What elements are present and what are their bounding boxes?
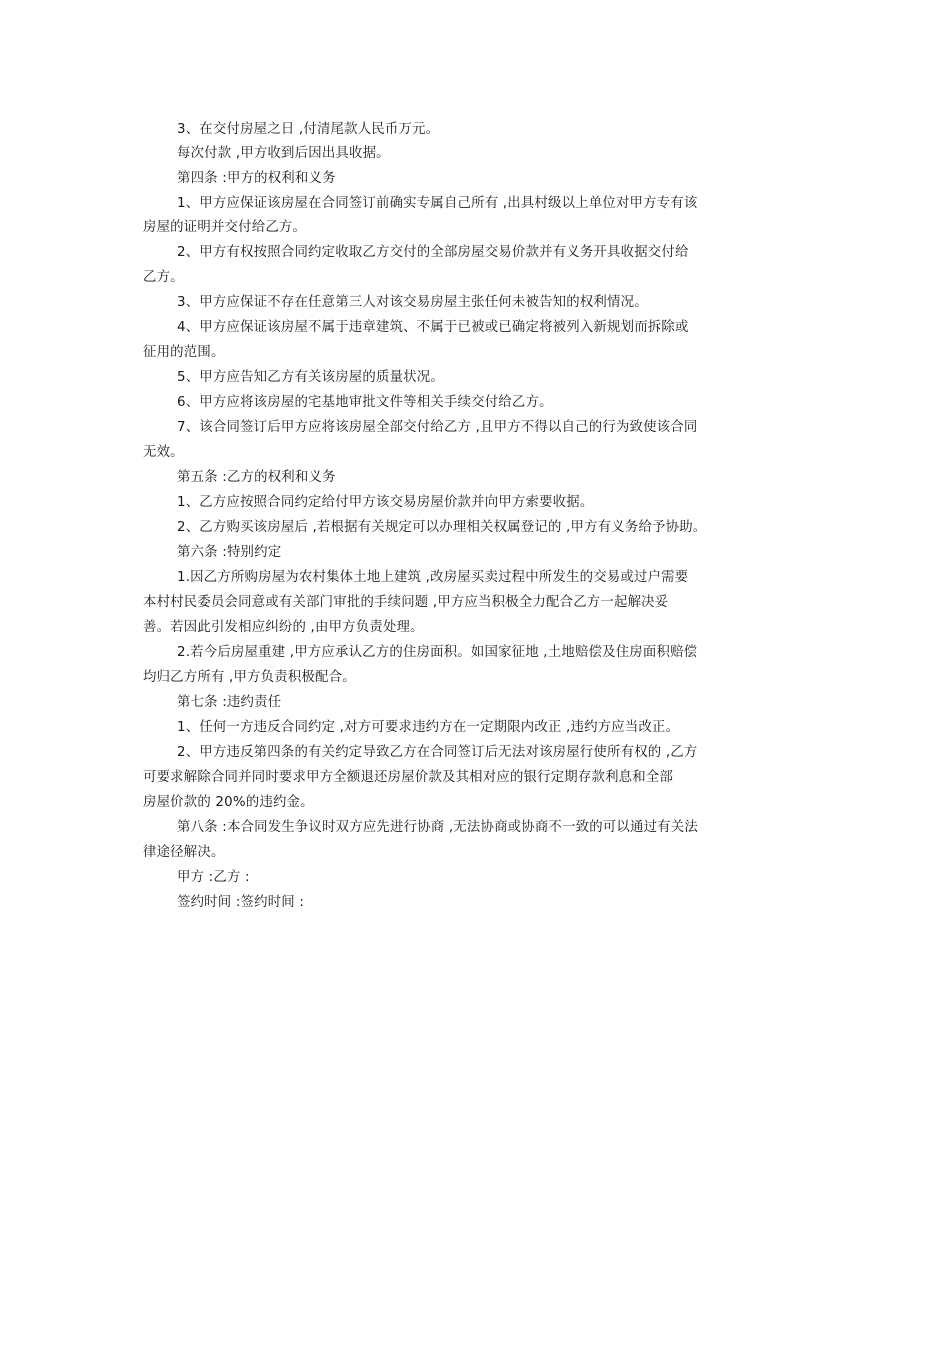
text-line: 房屋价款的 20%的违约金。 xyxy=(143,795,314,810)
text-line: 5、甲方应告知乙方有关该房屋的质量状况。 xyxy=(177,370,444,385)
text-line: 每次付款 ,甲方收到后因出具收据。 xyxy=(177,146,390,161)
section-heading: 第五条 :乙方的权利和义务 xyxy=(177,470,336,485)
text-line: 7、该合同签订后甲方应将该房屋全部交付给乙方 ,且甲方不得以自己的行为致使该合同 xyxy=(177,420,698,435)
text-line: 4、甲方应保证该房屋不属于违章建筑、不属于已被或已确定将被列入新规划而拆除或 xyxy=(177,320,689,335)
section-heading: 第六条 :特别约定 xyxy=(177,545,282,560)
text-line: 可要求解除合同并同时要求甲方全额退还房屋价款及其相对应的银行定期存款利息和全部 xyxy=(143,770,674,785)
text-line: 房屋的证明并交付给乙方。 xyxy=(143,220,307,235)
text-line: 2、甲方违反第四条的有关约定导致乙方在合同签订后无法对该房屋行使所有权的 ,乙方 xyxy=(177,745,698,760)
section-heading: 第七条 :违约责任 xyxy=(177,695,282,710)
section-heading: 第四条 :甲方的权利和义务 xyxy=(177,171,336,186)
section-heading: 第八条 :本合同发生争议时双方应先进行协商 ,无法协商或协商不一致的可以通过有关法 xyxy=(177,820,698,835)
text-line: 1、乙方应按照合同约定给付甲方该交易房屋价款并向甲方索要收据。 xyxy=(177,495,594,510)
text-line: 律途径解决。 xyxy=(143,845,225,860)
text-line: 征用的范围。 xyxy=(143,345,225,360)
text-line: 3、在交付房屋之日 ,付清尾款人民币万元。 xyxy=(177,122,440,137)
text-line: 2.若今后房屋重建 ,甲方应承认乙方的住房面积。如国家征地 ,土地赔偿及住房面积赔偿 xyxy=(177,645,698,660)
text-line: 1、任何一方违反合同约定 ,对方可要求违约方在一定期限内改正 ,违约方应当改正。 xyxy=(177,720,680,735)
text-line: 3、甲方应保证不存在任意第三人对该交易房屋主张任何未被告知的权利情况。 xyxy=(177,295,648,310)
signature-dates: 签约时间 :签约时间 : xyxy=(177,895,305,910)
text-line: 无效。 xyxy=(143,445,184,460)
text-line: 1.因乙方所购房屋为农村集体土地上建筑 ,改房屋买卖过程中所发生的交易或过户需要 xyxy=(177,570,689,585)
text-line: 乙方。 xyxy=(143,270,184,285)
signature-parties: 甲方 :乙方 : xyxy=(177,870,250,885)
text-line: 6、甲方应将该房屋的宅基地审批文件等相关手续交付给乙方。 xyxy=(177,395,553,410)
text-line: 2、乙方购买该房屋后 ,若根据有关规定可以办理相关权属登记的 ,甲方有义务给予协助。 xyxy=(177,520,707,535)
text-line: 1、甲方应保证该房屋在合同签订前确实专属自己所有 ,出具村级以上单位对甲方专有该 xyxy=(177,196,698,211)
text-line: 善。若因此引发相应纠纷的 ,由甲方负责处理。 xyxy=(143,620,424,635)
text-line: 2、甲方有权按照合同约定收取乙方交付的全部房屋交易价款并有义务开具收据交付给 xyxy=(177,245,689,260)
text-line: 本村村民委员会同意或有关部门审批的手续问题 ,甲方应当积极全力配合乙方一起解决妥 xyxy=(143,595,669,610)
text-line: 均归乙方所有 ,甲方负责积极配合。 xyxy=(143,670,356,685)
